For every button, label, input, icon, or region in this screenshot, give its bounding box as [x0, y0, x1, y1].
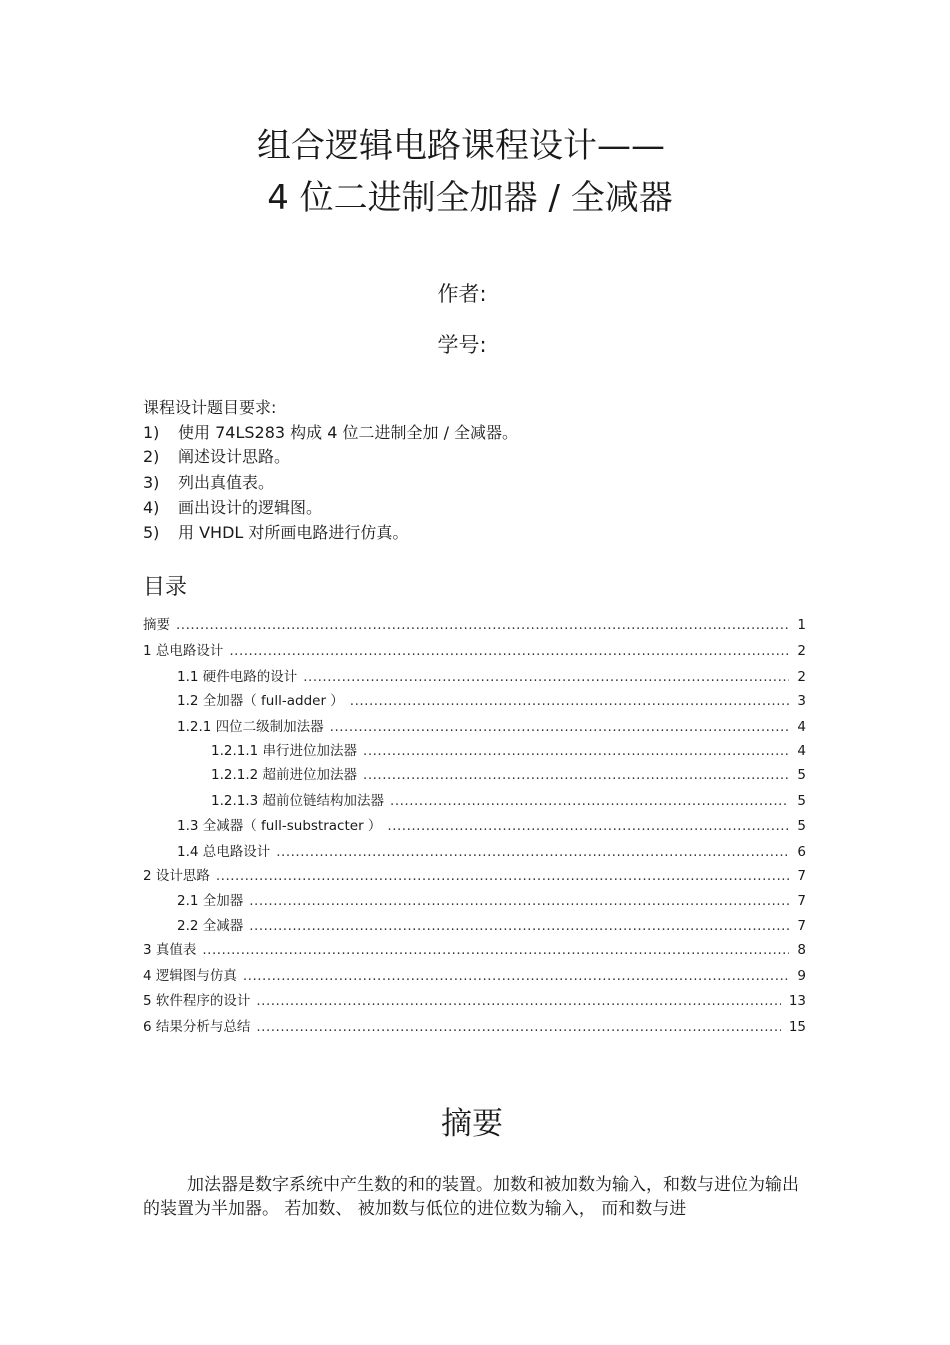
toc-entry[interactable]: [177, 889, 806, 909]
toc-entry[interactable]: [143, 964, 806, 984]
toc-entry-page: 15: [788, 1019, 806, 1035]
requirement-text: 用 VHDL 对所画电路进行仿真。: [178, 523, 409, 542]
toc-entry-label: 3 真值表: [143, 942, 197, 958]
toc-entry[interactable]: [143, 938, 806, 958]
requirement-text: 画出设计的逻辑图。: [178, 498, 323, 517]
toc-entry-page: 1: [797, 617, 806, 633]
toc-entry-page: 3: [797, 693, 806, 709]
toc-entry[interactable]: [211, 763, 806, 783]
student-id-label: 学号:: [437, 333, 487, 357]
toc-entry-label: 2 设计思路: [143, 868, 210, 884]
toc-entry-page: 2: [797, 669, 806, 685]
toc-entry-label: 1.2.1.3 超前位链结构加法器: [211, 793, 385, 809]
toc-entry[interactable]: [177, 914, 806, 934]
toc-entry-page: 4: [797, 743, 806, 759]
abstract-heading: 摘要: [441, 1106, 503, 1142]
toc-entry-label: 4 逻辑图与仿真: [143, 968, 237, 984]
toc-entry[interactable]: [143, 989, 806, 1009]
toc-entry-label: 5 软件程序的设计: [143, 993, 251, 1009]
toc-entry-page: 8: [797, 942, 806, 958]
requirement-number: 5): [143, 523, 160, 542]
toc-entry[interactable]: [177, 715, 806, 735]
toc-entry-page: 4: [797, 719, 806, 735]
toc-entry[interactable]: [177, 689, 806, 709]
toc-entry[interactable]: [211, 739, 806, 759]
toc-entry-page: 7: [797, 868, 806, 884]
toc-entry-label: 1.2 全加器（ full-adder ）: [177, 693, 344, 709]
toc-entry[interactable]: [143, 864, 806, 884]
toc-entry-label: 6 结果分析与总结: [143, 1019, 251, 1035]
toc-entry[interactable]: [177, 665, 806, 685]
toc-entry[interactable]: [143, 1015, 806, 1035]
requirement-text: 使用 74LS283 构成 4 位二进制全加 / 全减器。: [178, 423, 519, 442]
toc-entry-label: 1.1 硬件电路的设计: [177, 669, 298, 685]
requirement-text: 阐述设计思路。: [178, 447, 291, 466]
toc-entry-page: 5: [797, 767, 806, 783]
toc-entry-label: 摘要: [143, 617, 170, 633]
toc-entry-page: 5: [797, 818, 806, 834]
toc-entry-label: 1.3 全减器（ full-substracter ）: [177, 818, 382, 834]
toc-entry-label: 2.1 全加器: [177, 893, 244, 909]
toc-entry-page: 13: [788, 993, 806, 1009]
requirement-number: 4): [143, 498, 160, 517]
toc-entry-label: 1.2.1.1 串行进位加法器: [211, 743, 358, 759]
toc-entry-label: 1.2.1.2 超前进位加法器: [211, 767, 358, 783]
requirement-text: 列出真值表。: [178, 473, 275, 492]
toc-entry-label: 2.2 全减器: [177, 918, 244, 934]
requirements-heading: 课程设计题目要求:: [143, 398, 277, 417]
toc-entry-page: 7: [797, 893, 806, 909]
toc-entry-page: 5: [797, 793, 806, 809]
requirement-number: 2): [143, 447, 160, 466]
toc-entry[interactable]: [143, 639, 806, 659]
requirement-number: 3): [143, 473, 160, 492]
requirement-item: [143, 444, 290, 467]
toc-entry-label: 1.2.1 四位二级制加法器: [177, 719, 324, 735]
toc-entry-label: 1 总电路设计: [143, 643, 224, 659]
abstract-paragraph: 加法器是数字系统中产生数的和的装置。加数和被加数为输入，和数与进位为输出的装置为半加器。 若加数、 被加数与低位的进位数为输入， 而和数与进: [143, 1175, 799, 1219]
toc-entry[interactable]: [143, 613, 806, 633]
document-title-line2: 4 位二进制全加器 / 全减器: [267, 178, 673, 218]
toc-entry-page: 2: [797, 643, 806, 659]
toc-entry-page: 6: [797, 844, 806, 860]
requirement-item: [143, 520, 408, 543]
requirement-item: [143, 495, 322, 518]
requirement-item: [143, 420, 518, 443]
toc-entry-label: 1.4 总电路设计: [177, 844, 271, 860]
author-label: 作者:: [437, 282, 487, 306]
toc-entry-page: 7: [797, 918, 806, 934]
toc-entry[interactable]: [211, 789, 806, 809]
toc-heading: 目录: [143, 575, 188, 600]
toc-entry-page: 9: [797, 968, 806, 984]
document-title-line1: 组合逻辑电路课程设计——: [257, 126, 665, 166]
requirement-item: [143, 470, 274, 493]
toc-entry[interactable]: [177, 840, 806, 860]
requirement-number: 1): [143, 423, 160, 442]
toc-entry[interactable]: [177, 814, 806, 834]
